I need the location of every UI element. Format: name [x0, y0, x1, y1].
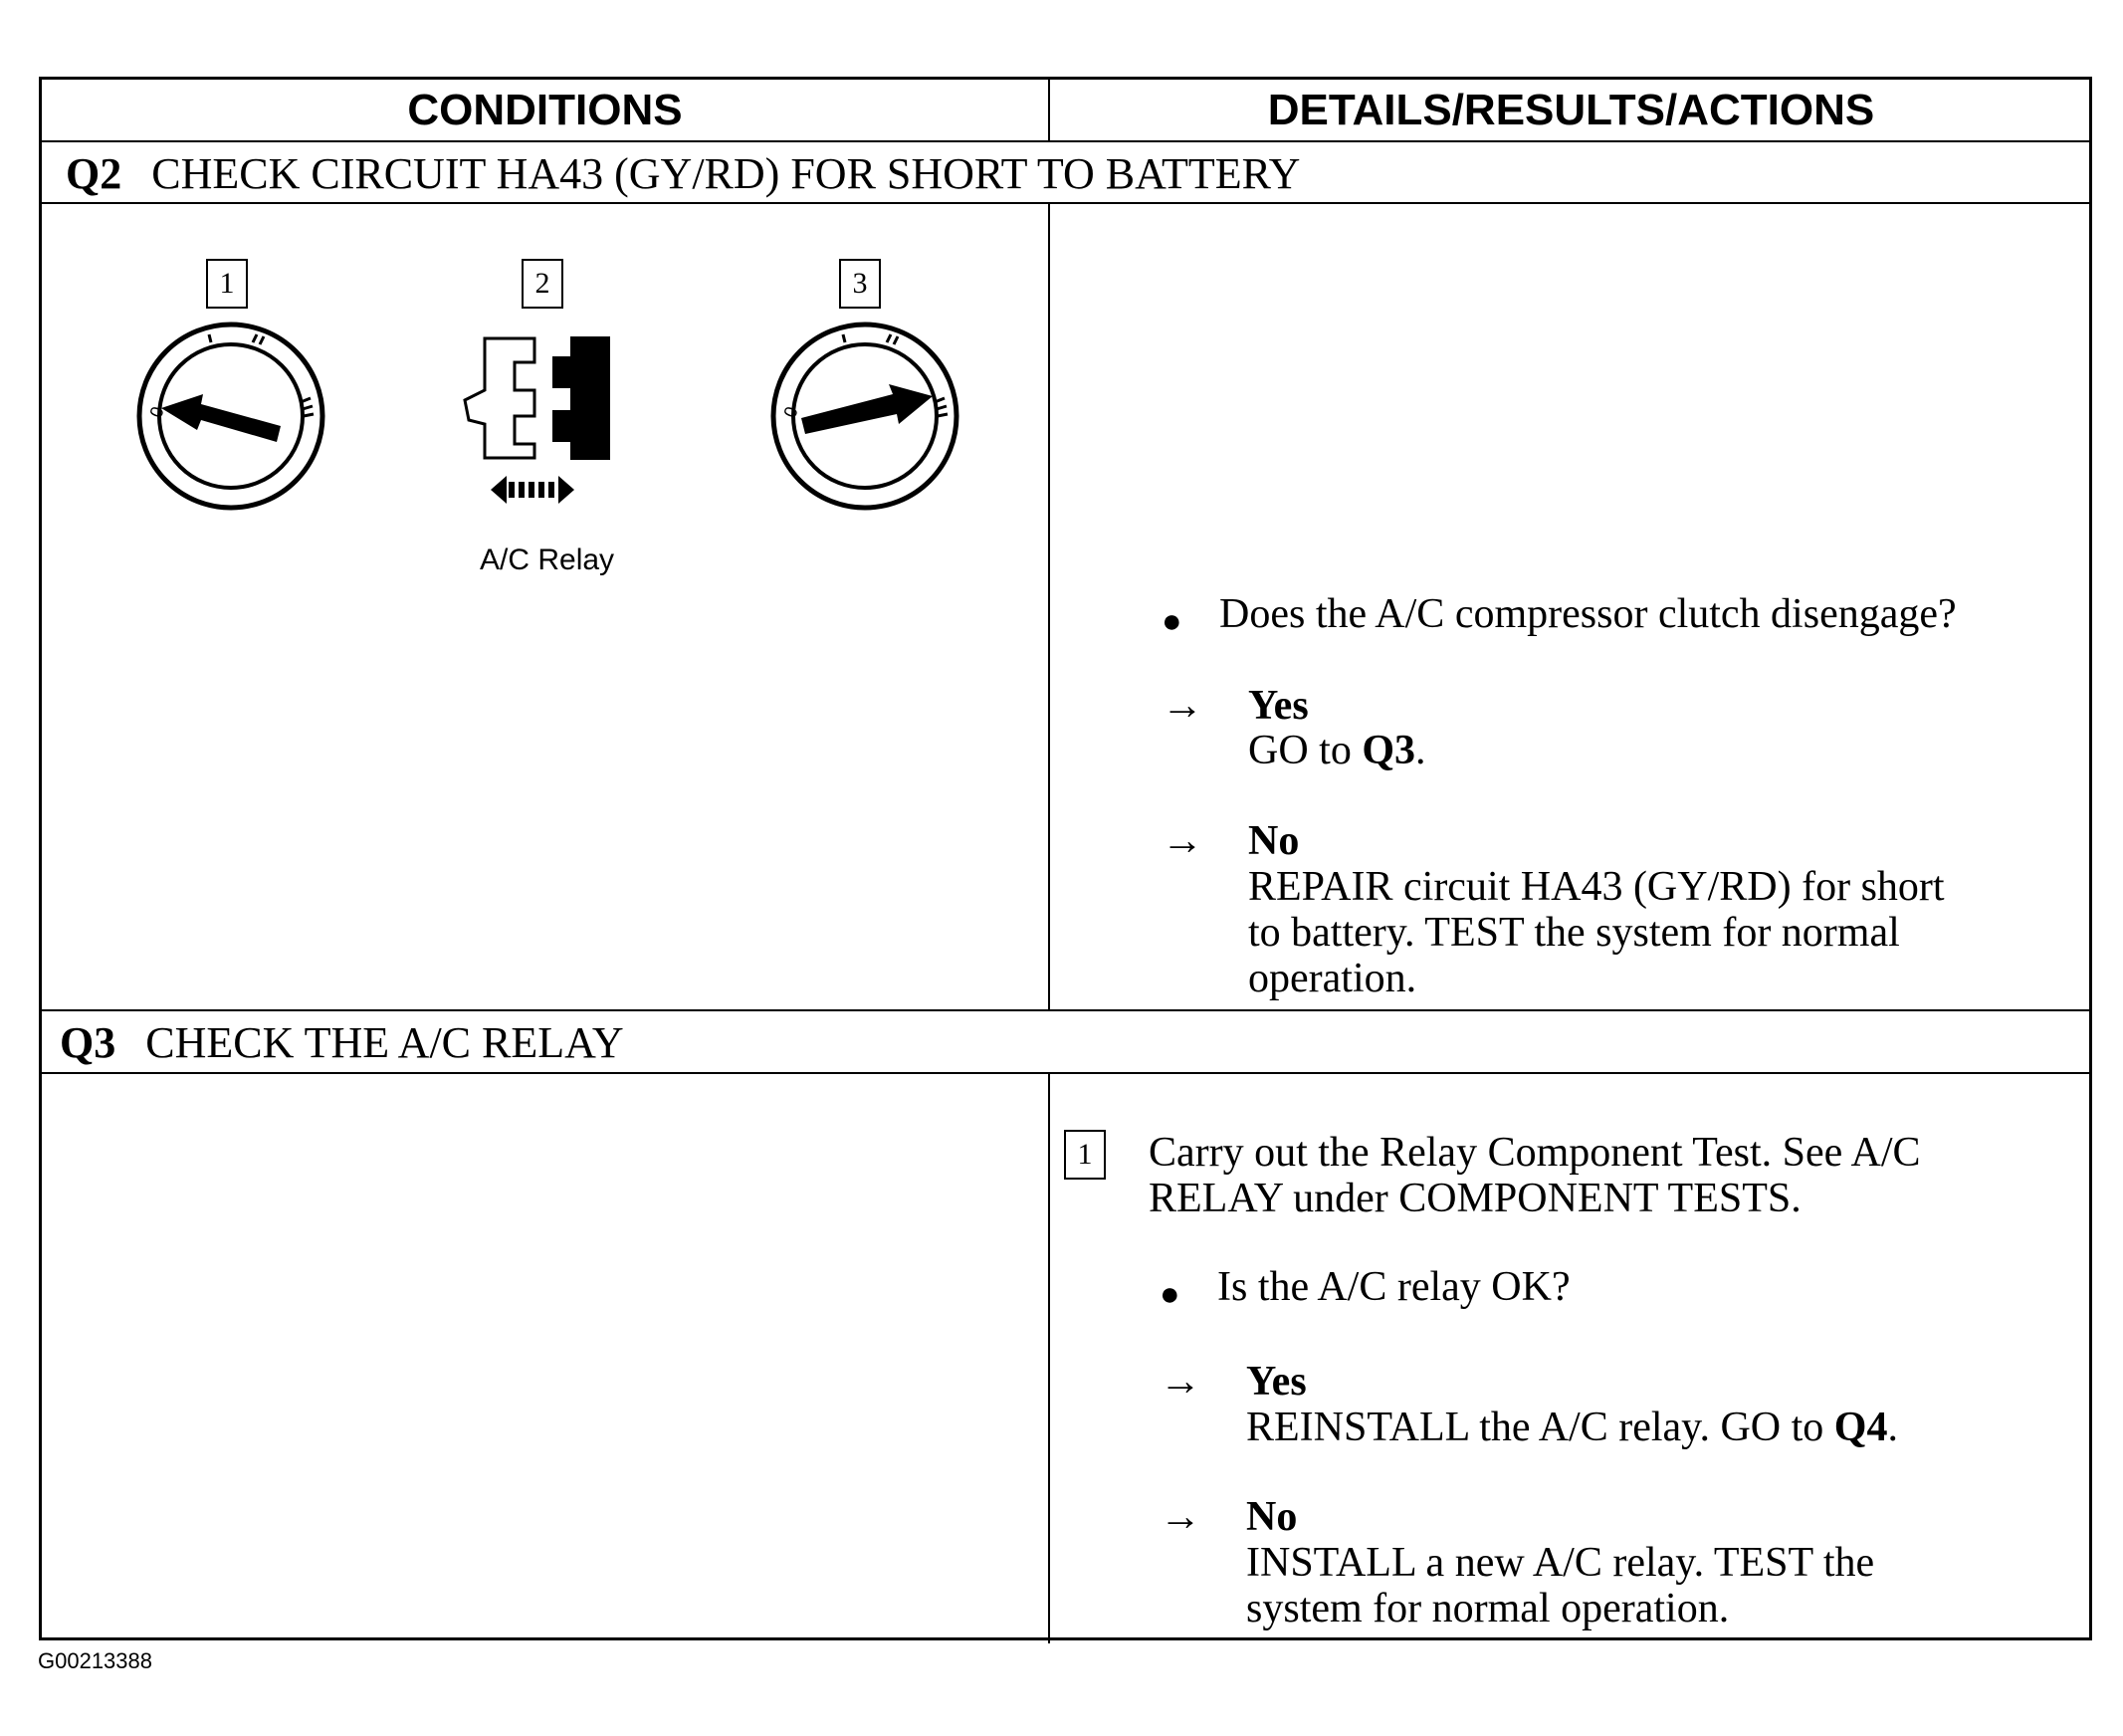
q2-number: Q2 — [66, 148, 122, 198]
q3-yes-label: Yes — [1246, 1359, 1307, 1405]
q3-instruction-line-2: RELAY under COMPONENT TESTS. — [1149, 1176, 1802, 1221]
ac-relay-icon — [445, 328, 674, 528]
q2-yes-arrow-icon: → — [1162, 683, 1203, 729]
q3-question: Is the A/C relay OK? — [1217, 1264, 1571, 1310]
q2-bullet: ● — [1162, 603, 1182, 640]
q3-title: CHECK THE A/C RELAY — [145, 1017, 624, 1067]
q2-no-arrow-icon: → — [1162, 818, 1203, 864]
q2-step-3-box: 3 — [839, 259, 881, 309]
svg-text:0: 0 — [145, 403, 168, 421]
q3-column-divider — [1048, 1072, 1050, 1643]
q2-column-divider — [1048, 202, 1050, 1010]
q3-no-arrow-icon: → — [1160, 1494, 1201, 1540]
q3-number: Q3 — [60, 1017, 116, 1067]
q2-no-line-2: to battery. TEST the system for normal — [1248, 910, 1900, 956]
q2-no-line-1: REPAIR circuit HA43 (GY/RD) for short — [1248, 864, 1945, 910]
conditions-header: CONDITIONS — [407, 86, 683, 134]
q2-no-line-3: operation. — [1248, 956, 1417, 1001]
q3-title-row — [42, 1011, 2089, 1073]
q2-no-label: No — [1248, 818, 1300, 864]
q3-yes-arrow-icon: → — [1160, 1359, 1201, 1405]
svg-text:0: 0 — [779, 403, 802, 421]
q2-step-2-box: 2 — [522, 259, 563, 309]
q2-step-1-box: 1 — [206, 259, 248, 309]
q2-yes-ref: Q3 — [1362, 728, 1416, 773]
q3-yes-ref: Q4 — [1833, 1405, 1888, 1450]
q3-bullet: ● — [1160, 1276, 1180, 1313]
relay-caption: A/C Relay — [480, 543, 615, 576]
q2-yes-label: Yes — [1248, 683, 1309, 729]
q3-yes-action: REINSTALL the A/C relay. GO to Q4. — [1246, 1405, 1898, 1450]
q3-no-label: No — [1246, 1494, 1298, 1540]
q2-title: CHECK CIRCUIT HA43 (GY/RD) FOR SHORT TO BATTERY — [151, 148, 1301, 198]
q3-no-line-2: system for normal operation. — [1246, 1586, 1730, 1631]
q2-yes-action: GO to Q3. — [1248, 728, 1426, 773]
q2-question: Does the A/C compressor clutch disengage? — [1219, 591, 1957, 637]
details-header: DETAILS/RESULTS/ACTIONS — [1267, 86, 1875, 134]
ignition-switch-off-icon — [131, 317, 330, 516]
ignition-switch-run-icon — [765, 317, 964, 516]
diagnostic-table — [39, 77, 2092, 1640]
figure-code: G00213388 — [38, 1648, 152, 1673]
q3-no-line-1: INSTALL a new A/C relay. TEST the — [1246, 1540, 1875, 1586]
q2-title-row — [42, 142, 2089, 204]
q3-instruction-line-1: Carry out the Relay Component Test. See A/C — [1149, 1130, 1921, 1176]
q3-step-1-box: 1 — [1064, 1130, 1106, 1180]
